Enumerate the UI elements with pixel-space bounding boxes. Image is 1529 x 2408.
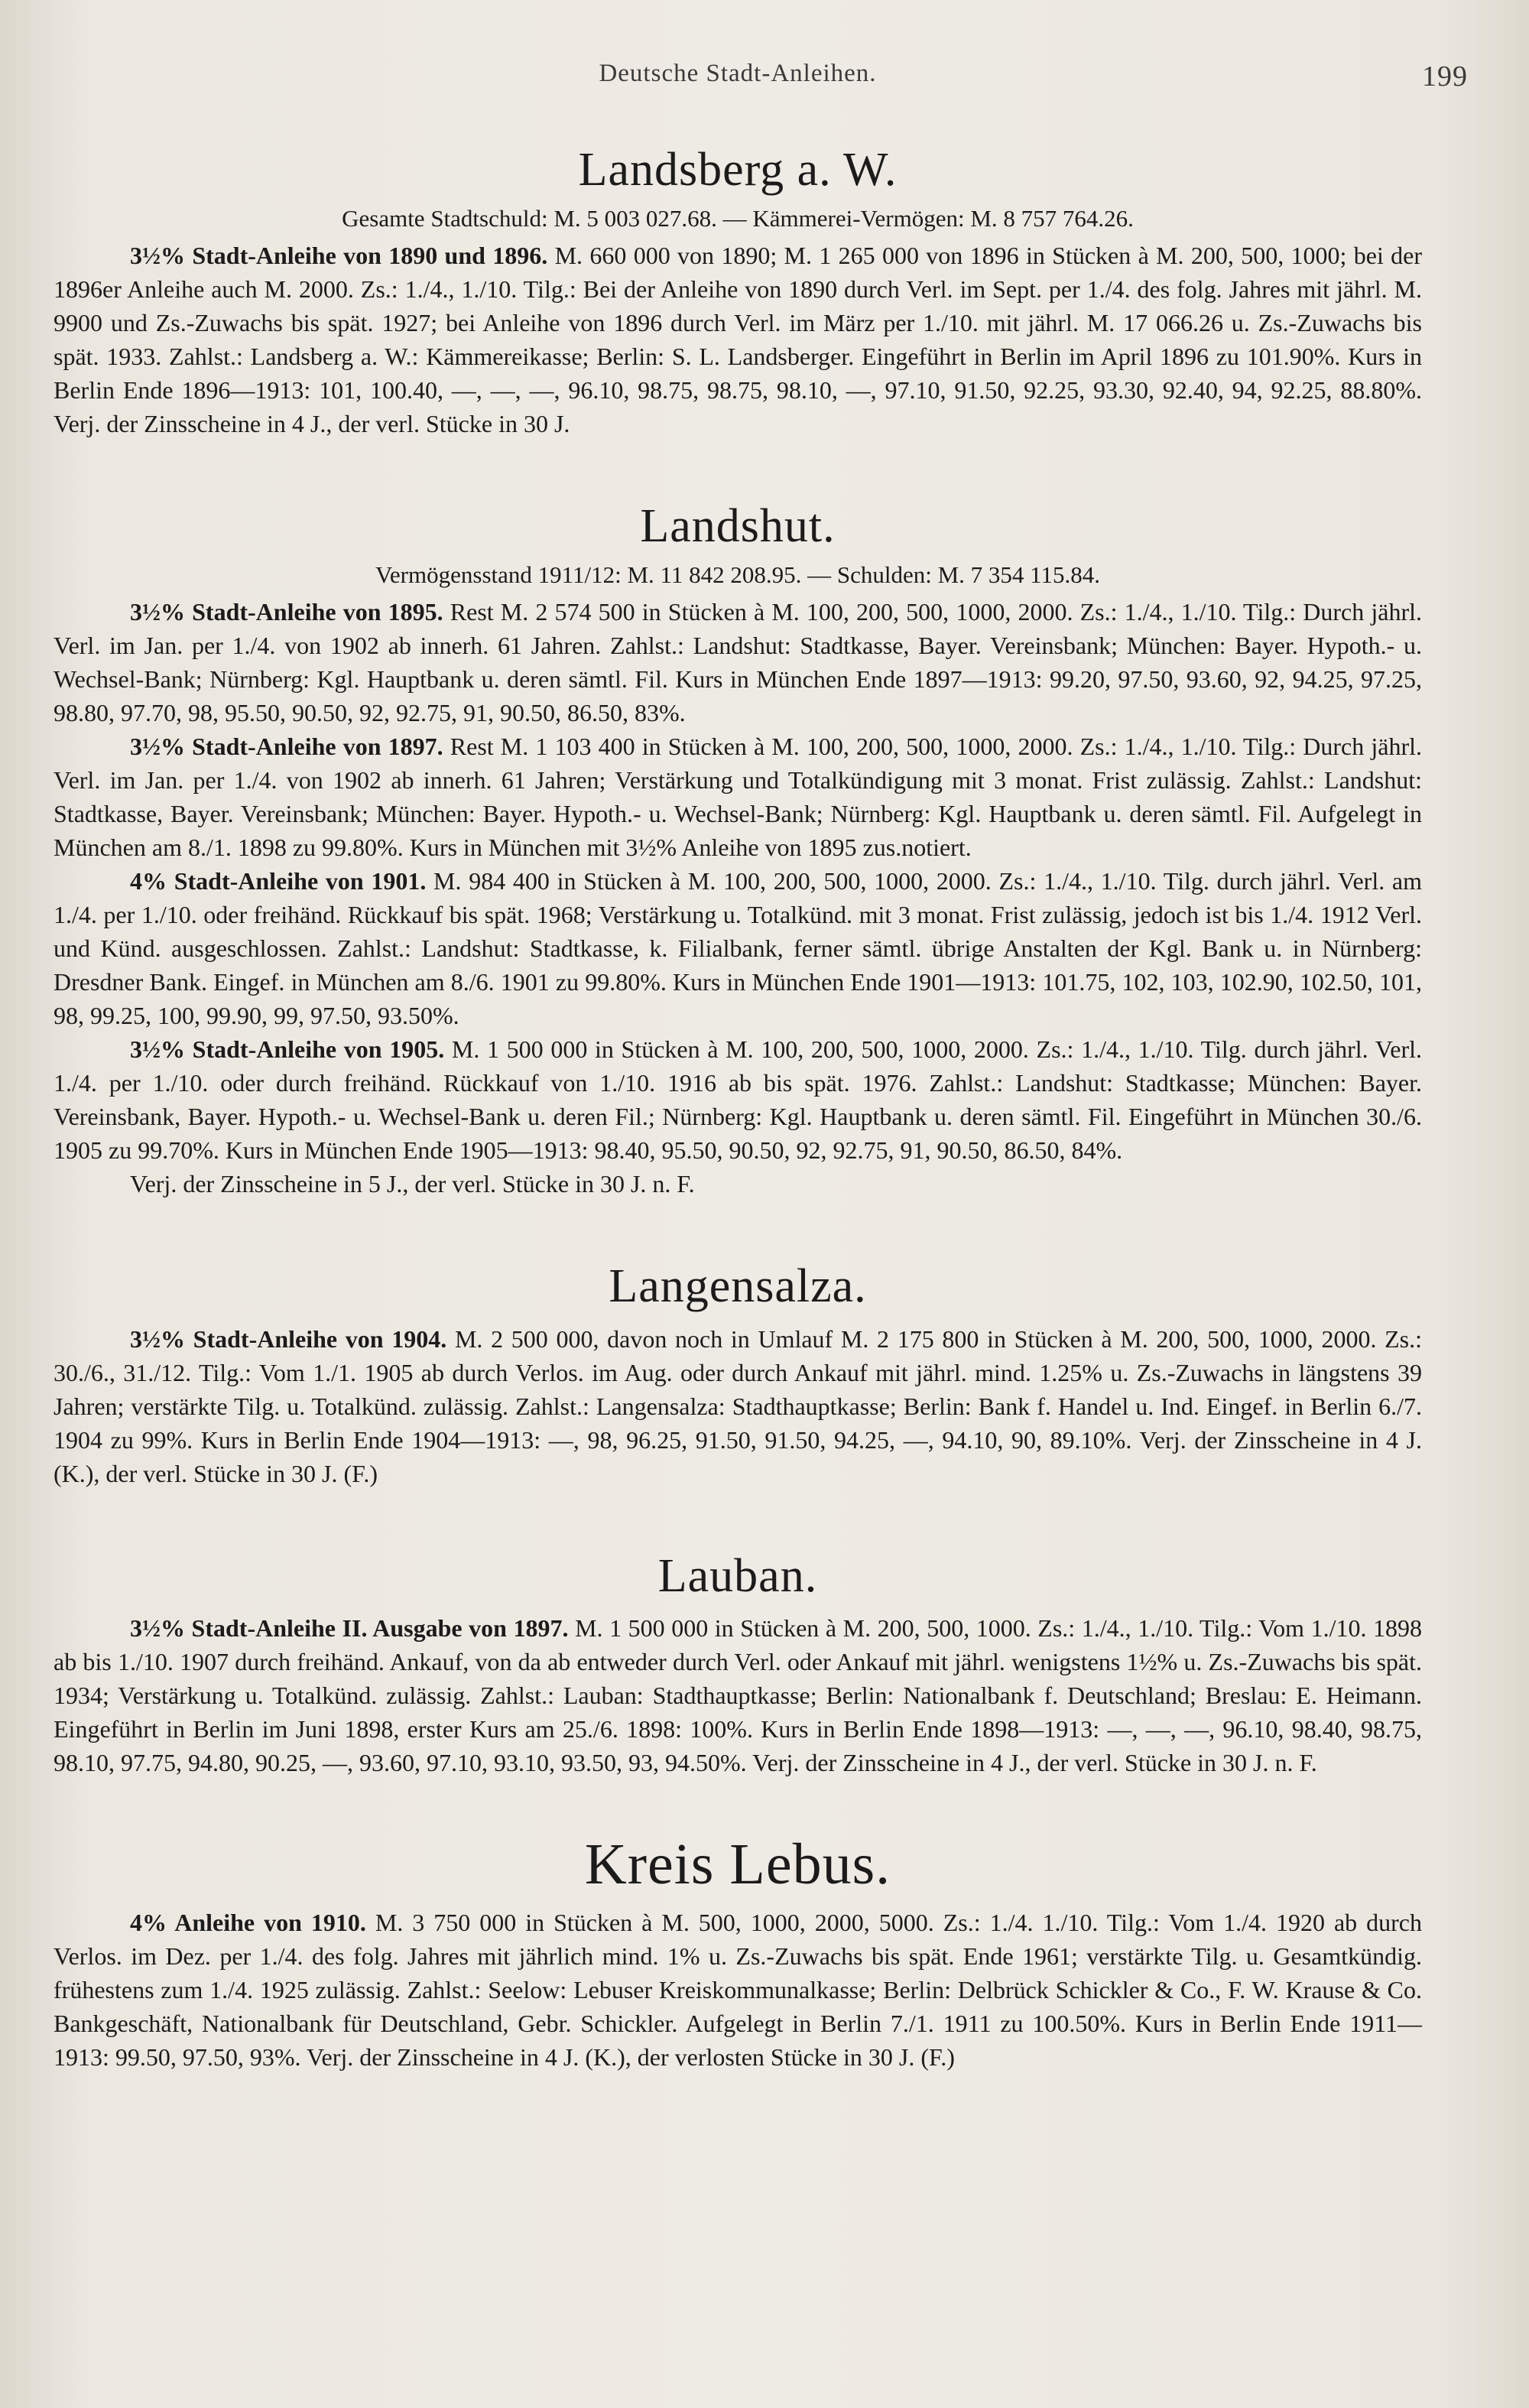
- loan-text: Verj. der Zinsscheine in 5 J., der verl. Stücke in 30 J. n. F.: [130, 1170, 695, 1198]
- loan-entry: [54, 1322, 1422, 1490]
- section-landsberg: [54, 144, 1422, 440]
- section-title: Lauban.: [657, 1549, 818, 1602]
- section-title: Kreis Lebus.: [584, 1831, 891, 1896]
- section-lauban: [54, 1550, 1422, 1779]
- loan-heading: 3½% Stadt-Anleihe von 1905.: [130, 1035, 452, 1064]
- loan-text: M. 2 500 000, davon noch in Umlauf M. 2 175 800 in Stücken à M. 200, 500, 1000, 2000. Zs.: 30./6., 31./12. Tilg.: Vom 1./1. 1905 ab durch Verlos. im Aug. oder durch Ankauf mit jährl. mind. 1.25% u. Zs.-Zuwachs in längstens 39 Jahren; verstärkte Tilg. u. Totalkünd. zulässig. Zahlst.: Langensalza: Stadthauptkasse; Berlin: Bank f. Handel u. Ind. Eingef. in Berlin 6./7. 1904 zu 99%. Kurs in Berlin Ende 1904—1913: —, 98, 96.25, 91.50, 91.50, 94.25, —, 94.10, 90, 89.10%. Verj. der Zinsscheine in 4 J. (K.), der verl. Stücke in 30 J. (F.): [54, 1324, 1423, 1487]
- running-head: [54, 54, 1468, 99]
- loan-text: Rest M. 2 574 500 in Stücken à M. 100, 200, 500, 1000, 2000. Zs.: 1./4., 1./10. Tilg.: Durch jährl. Verl. im Jan. per 1./4. von 1902 ab innerh. 61 Jahren. Zahlst.: Landshut: Stadtkasse, Bayer. Vereinsbank; München: Bayer. Hypoth.- u. Wechsel-Bank; Nürnberg: Kgl. Hauptbank u. deren sämtl. Fil. Kurs in München Ende 1897—1913: 99.20, 97.50, 93.60, 92, 94.25, 97.25, 98.80, 97.70, 98, 95.50, 90.50, 92, 92.75, 91, 90.50, 86.50, 83%.: [54, 598, 1423, 727]
- section-summary: Vermögensstand 1911/12: M. 11 842 208.95. — Schulden: M. 7 354 115.84.: [375, 561, 1101, 589]
- loan-entry: [54, 864, 1422, 1032]
- running-title: Deutsche Stadt-Anleihen.: [599, 60, 877, 87]
- loan-text: M. 660 000 von 1890; M. 1 265 000 von 1896 in Stücken à M. 200, 500, 1000; bei der 1896er Anleihe auch M. 2000. Zs.: 1./4., 1./10. Tilg.: Bei der Anleihe von 1890 durch Verl. im Sept. per 1./4. des folg. Jahres mit jährl. M. 9900 und Zs.-Zuwachs bis spät. 1927; bei Anleihe von 1896 durch Verl. im März per 1./10. mit jährl. M. 17 066.26 u. Zs.-Zuwachs bis spät. 1933. Zahlst.: Landsberg a. W.: Kämmereikasse; Berlin: S. L. Landsberger. Eingeführt in Berlin im April 1896 zu 101.90%. Kurs in Berlin Ende 1896—1913: 101, 100.40, —, —, —, 96.10, 98.75, 98.75, 98.10, —, 97.10, 91.50, 92.25, 93.30, 92.40, 94, 92.25, 88.80%. Verj. der Zinsscheine in 4 J., der verl. Stücke in 30 J.: [54, 242, 1423, 438]
- loan-heading: 3½% Stadt-Anleihe von 1897.: [130, 733, 450, 761]
- loan-heading: 3½% Stadt-Anleihe II. Ausgabe von 1897.: [130, 1613, 576, 1642]
- loan-entry: [54, 1906, 1422, 2074]
- loan-heading: 3½% Stadt-Anleihe von 1890 und 1896.: [130, 242, 555, 270]
- loan-text: M. 1 500 000 in Stücken à M. 200, 500, 1000. Zs.: 1./4., 1./10. Tilg.: Vom 1./10. 1898 ab bis 1./10. 1907 durch freihänd. Ankauf, von da ab entweder durch Verl. oder Ankauf mit jährl. wenigstens 1½% u. Zs.-Zuwachs bis spät. 1934; Verstärkung u. Totalkünd. zulässig. Zahlst.: Lauban: Stadthauptkasse; Berlin: Nationalbank f. Deutschland; Breslau: E. Heimann. Eingeführt in Berlin im Juni 1898, erster Kurs am 25./6. 1898: 100%. Kurs in Berlin Ende 1898—1913: —, —, —, 96.10, 98.40, 98.75, 98.10, 97.75, 94.80, 90.25, —, 93.60, 97.10, 93.10, 93.50, 93, 94.50%. Verj. der Zinsscheine in 4 J., der verl. Stücke in 30 J. n. F.: [54, 1613, 1423, 1776]
- loan-entry: [54, 1611, 1422, 1779]
- loan-text: M. 1 500 000 in Stücken à M. 100, 200, 500, 1000, 2000. Zs.: 1./4., 1./10. Tilg. durch jährl. Verl. 1./4. per 1./10. oder durch freihänd. Rückkauf von 1./10. 1916 ab bis spät. 1976. Zahlst.: Landshut: Stadtkasse; München: Bayer. Vereinsbank, Bayer. Hypoth.- u. Wechsel-Bank u. deren Fil.; Nürnberg: Kgl. Hauptbank u. deren sämtl. Fil. Eingeführt in München 30./6. 1905 zu 99.70%. Kurs in München Ende 1905—1913: 98.40, 95.50, 90.50, 92, 92.75, 91, 90.50, 86.50, 84%.: [54, 1035, 1423, 1165]
- loan-heading: 3½% Stadt-Anleihe von 1895.: [130, 598, 450, 626]
- loan-text: M. 3 750 000 in Stücken à M. 500, 1000, 2000, 5000. Zs.: 1./4. 1./10. Tilg.: Vom 1./4. 1920 ab durch Verlos. im Dez. per 1./4. des folg. Jahres mit jährlich mind. 1% u. Zs.-Zuwachs bis spät. Ende 1961; verstärkte Tilg. u. Gesamtkündig. frühestens zum 1./4. 1925 zulässig. Zahlst.: Seelow: Lebuser Kreiskommunalkasse; Berlin: Delbrück Schickler & Co., F. W. Krause & Co. Bankgeschäft, Nationalbank für Deutschland, Gebr. Schickler. Aufgelegt in Berlin 7./1. 1911 zu 100.50%. Kurs in Berlin Ende 1911—1913: 99.50, 97.50, 93%. Verj. der Zinsscheine in 4 J. (K.), der verlosten Stücke in 30 J. (F.): [54, 1909, 1423, 2072]
- section-title: Landshut.: [640, 500, 836, 553]
- loan-entry: [54, 595, 1422, 730]
- loan-entry: [54, 1032, 1422, 1167]
- section-kreis-lebus: [54, 1833, 1422, 2075]
- section-title: Landsberg a. W.: [578, 144, 898, 196]
- loan-note: [54, 1167, 1422, 1201]
- loan-heading: 4% Stadt-Anleihe von 1901.: [130, 867, 434, 895]
- section-landshut: [54, 500, 1422, 1201]
- loan-entry: [54, 730, 1422, 864]
- section-summary: Gesamte Stadtschuld: M. 5 003 027.68. — Kämmerei-Vermögen: M. 8 757 764.26.: [342, 205, 1134, 232]
- loan-heading: 4% Anleihe von 1910.: [130, 1909, 375, 1937]
- loan-text: M. 984 400 in Stücken à M. 100, 200, 500, 1000, 2000. Zs.: 1./4., 1./10. Tilg. durch jährl. Verl. am 1./4. per 1./10. oder freihänd. Rückkauf bis spät. 1968; Verstärkung u. Totalkünd. mit 3 monat. Frist zulässig, jedoch ist bis 1./4. 1912 Verl. und Künd. ausgeschlossen. Zahlst.: Landshut: Stadtkasse, k. Filialbank, ferner sämtl. übrige Anstalten der Kgl. Bank u. in Nürnberg: Dresdner Bank. Eingef. in München am 8./6. 1901 zu 99.80%. Kurs in München Ende 1901—1913: 101.75, 102, 103, 102.90, 102.50, 101, 98, 99.25, 100, 99.90, 99, 97.50, 93.50%.: [54, 867, 1423, 1030]
- page-number: 199: [1422, 60, 1468, 93]
- section-title: Langensalza.: [609, 1260, 867, 1313]
- loan-heading: 3½% Stadt-Anleihe von 1904.: [130, 1324, 455, 1353]
- section-langensalza: [54, 1260, 1422, 1490]
- loan-text: Rest M. 1 103 400 in Stücken à M. 100, 200, 500, 1000, 2000. Zs.: 1./4., 1./10. Tilg.: Durch jährl. Verl. im Jan. per 1./4. von 1902 ab innerh. 61 Jahren; Verstärkung und Totalkündigung mit 3 monat. Frist zulässig. Zahlst.: Landshut: Stadtkasse, Bayer. Vereinsbank; München: Bayer. Hypoth.- u. Wechsel-Bank; Nürnberg: Kgl. Hauptbank u. deren sämtl. Fil. Aufgelegt in München am 8./1. 1898 zu 99.80%. Kurs in München mit 3½% Anleihe von 1895 zus.notiert.: [54, 733, 1423, 862]
- loan-entry: [54, 239, 1422, 440]
